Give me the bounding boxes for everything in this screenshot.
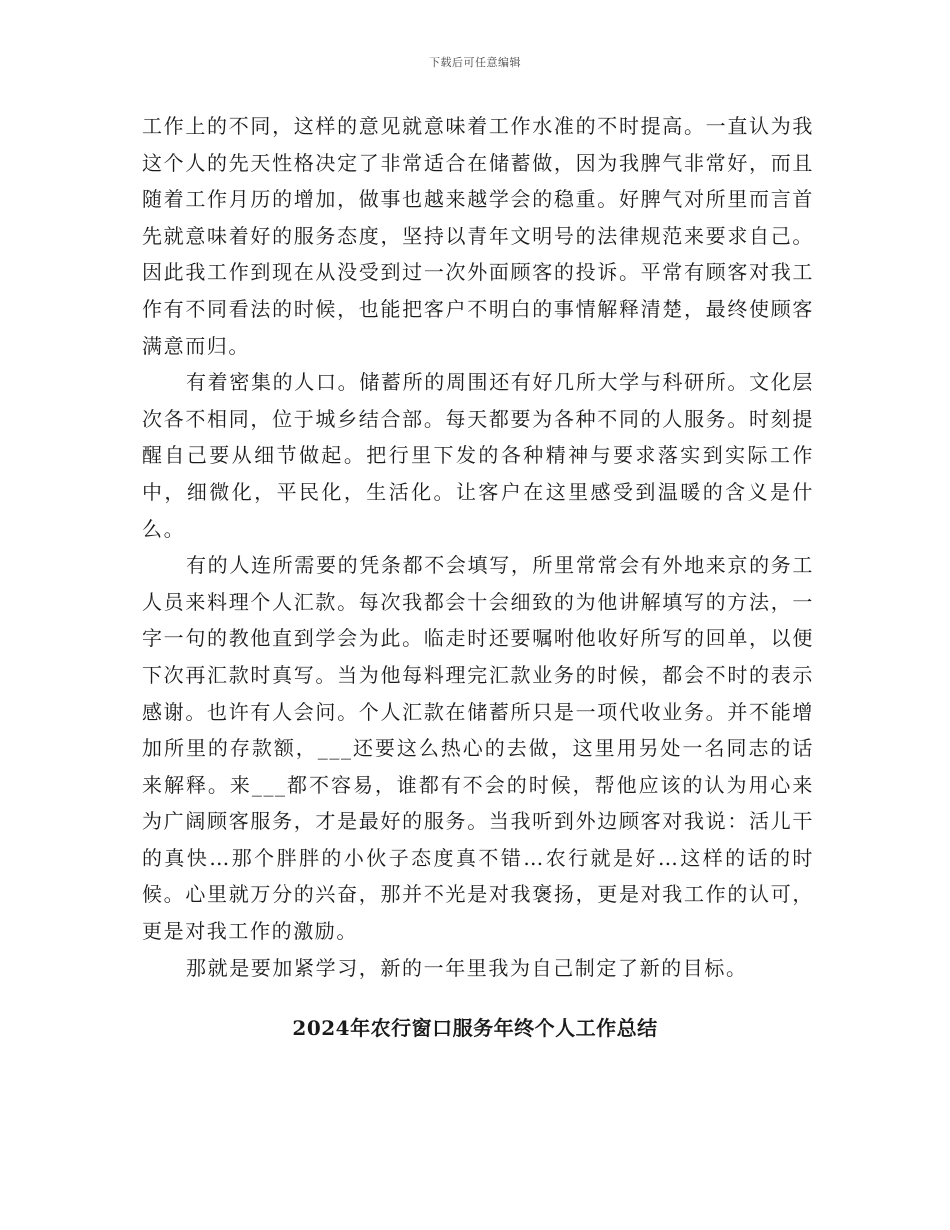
document-title: 2024年农行窗口服务年终个人工作总结: [292, 1016, 658, 1040]
paragraph-continued: 工作上的不同，这样的意见就意味着工作水准的不时提高。一直认为我这个人的先天性格决定了非常适合在储蓄做，因为我脾气非常好，而且随着工作月历的增加，做事也越来越学会的稳重。好脾气对所里而言首先就意味着好的服务态度，坚持以青年文明号的法律规范来要求自己。因此我工作到现在从没受到过一次外面顾客的投诉。平常有顾客对我工作有不同看法的时候，也能把客户不明白的事情解释清楚，最终使顾客满意而归。: [142, 114, 814, 358]
paragraph-goal: 那就是要加紧学习，新的一年里我为自己制定了新的目标。: [186, 955, 748, 980]
paragraph-remittance: 有的人连所需要的凭条都不会填写，所里常常会有外地来京的务工人员来料理个人汇款。每次我都会十会细致的为他讲解填写的方法，一字一句的教他直到学会为此。临走时还要嘱咐他收好所写的回单，以便下次再汇款时真写。当为他每料理完汇款业务的时候，都会不时的表示感谢。也许有人会问。个人汇款在储蓄所只是一项代收业务。并不能增加所里的存款额，___还要这么热心的去做，这里用另处一名同志的话来解释。来___都不容易，谁都有不会的时候，帮他应该的认为用心来为广阔顾客服务，才是最好的服务。当我听到外边顾客对我说：活儿干的真快…那个胖胖的小伙子态度真不错…农行就是好…这样的话的时候。心里就万分的兴奋，那并不光是对我褒扬，更是对我工作的认可，更是对我工作的激励。: [142, 553, 814, 944]
document-body: [142, 108, 814, 986]
paragraph-population: 有着密集的人口。储蓄所的周围还有好几所大学与科研所。文化层次各不相同，位于城乡结合部。每天都要为各种不同的人服务。时刻提醒自己要从细节做起。把行里下发的各种精神与要求落实到实际工作中，细微化，平民化，生活化。让客户在这里感受到温暖的含义是什么。: [142, 370, 814, 541]
page-header-note: 下载后可任意编辑: [429, 56, 521, 69]
